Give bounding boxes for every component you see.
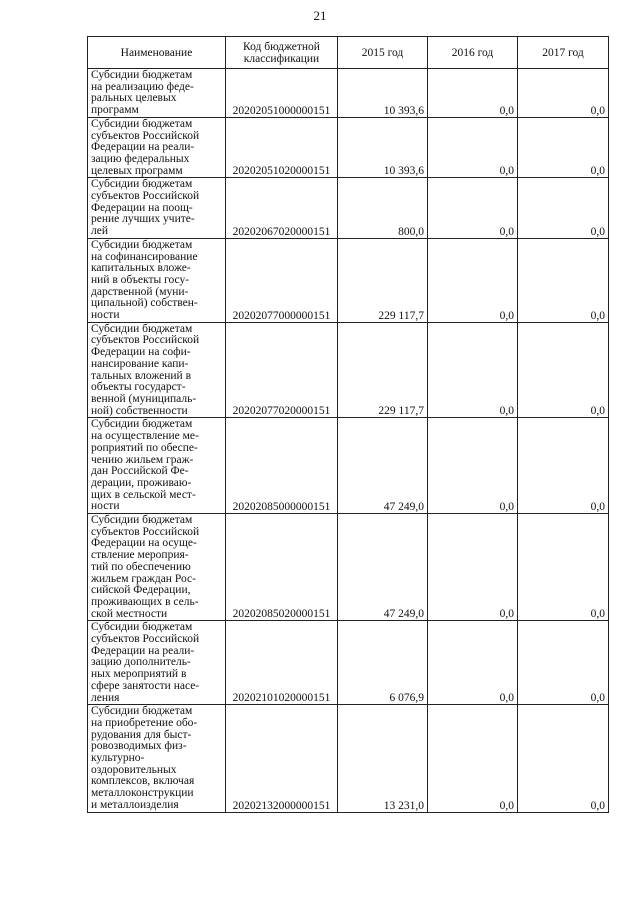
header-code <box>226 37 338 69</box>
row-value-2015: 800,0 <box>338 178 428 239</box>
row-name-line: венной (муниципаль- <box>91 392 197 405</box>
row-value-2015: 10 393,6 <box>338 69 428 118</box>
row-value-2017: 0,0 <box>518 117 609 178</box>
row-name-line: ствление мероприя- <box>91 549 189 562</box>
table-row <box>88 514 609 621</box>
header-code-line1: Код бюджетной <box>243 40 320 53</box>
row-name-line: комплексов, включая <box>91 775 195 788</box>
row-name <box>88 178 226 239</box>
row-value-2015: 47 249,0 <box>338 514 428 621</box>
row-code: 20202085020000151 <box>226 514 338 621</box>
row-name <box>88 69 226 118</box>
row-name-line: дерации, проживаю- <box>91 476 192 489</box>
row-value-2017: 0,0 <box>518 238 609 322</box>
row-value-2017: 0,0 <box>518 178 609 239</box>
header-name: Наименование <box>88 37 226 69</box>
row-name-line: на осуществление ме- <box>91 430 199 443</box>
row-name-line: Субсидии бюджетам <box>91 322 193 335</box>
row-name-line: на приобретение обо- <box>91 716 198 729</box>
row-value-2016: 0,0 <box>428 178 518 239</box>
row-value-2015: 6 076,9 <box>338 621 428 705</box>
header-2016: 2016 год <box>428 37 518 69</box>
row-name <box>88 705 226 812</box>
row-code: 20202085000000151 <box>226 418 338 514</box>
row-name-line: рудования для быст- <box>91 728 192 741</box>
row-name-line: на софинансирование <box>91 250 198 263</box>
row-value-2017: 0,0 <box>518 705 609 812</box>
row-name <box>88 418 226 514</box>
row-code: 20202077000000151 <box>226 238 338 322</box>
row-name <box>88 514 226 621</box>
row-value-2016: 0,0 <box>428 238 518 322</box>
row-name-line: тий по обеспечению <box>91 560 191 573</box>
row-name-line: зацию федеральных <box>91 152 190 165</box>
header-code-line2: классификации <box>243 52 320 65</box>
table-row <box>88 117 609 178</box>
row-name-line: ципальной) собствен- <box>91 297 198 310</box>
row-name-line: ний в объекты госу- <box>91 273 190 286</box>
row-name-line: ровозводимых физ- <box>91 740 187 753</box>
row-value-2015: 47 249,0 <box>338 418 428 514</box>
row-name-line: ности <box>91 309 120 322</box>
row-value-2016: 0,0 <box>428 322 518 418</box>
row-value-2016: 0,0 <box>428 514 518 621</box>
row-name-line: рение лучших учите- <box>91 213 195 226</box>
table-row <box>88 178 609 239</box>
row-name-line: Федерации на реали- <box>91 644 195 657</box>
budget-table <box>87 36 609 813</box>
row-name <box>88 621 226 705</box>
row-name-line: Субсидии бюджетам <box>91 418 193 431</box>
row-value-2017: 0,0 <box>518 514 609 621</box>
row-value-2017: 0,0 <box>518 418 609 514</box>
table-body <box>88 69 609 813</box>
row-name-line: и металлоизделия <box>91 798 179 811</box>
row-name-line: субъектов Российской <box>91 129 200 142</box>
row-name <box>88 117 226 178</box>
row-value-2017: 0,0 <box>518 69 609 118</box>
row-name-line: сфере занятости насе- <box>91 679 200 692</box>
row-name-line: дан Российской Фе- <box>91 465 189 478</box>
table-row <box>88 418 609 514</box>
row-name-line: Субсидии бюджетам <box>91 178 193 191</box>
row-name-line: субъектов Российской <box>91 525 200 538</box>
row-code: 20202101020000151 <box>226 621 338 705</box>
row-name-line: ральных целевых <box>91 92 177 105</box>
row-name-line: лей <box>91 225 108 238</box>
row-name-line: капитальных вложе- <box>91 262 191 275</box>
row-value-2017: 0,0 <box>518 322 609 418</box>
table-row <box>88 238 609 322</box>
table-row <box>88 322 609 418</box>
row-name-line: проживающих в сель- <box>91 595 199 608</box>
row-name-line: Субсидии бюджетам <box>91 705 193 718</box>
row-name <box>88 238 226 322</box>
row-name-line: ской местности <box>91 607 168 620</box>
row-name-line: Субсидии бюджетам <box>91 621 193 634</box>
row-name-line: дарственной (муни- <box>91 285 189 298</box>
row-name-line: программ <box>91 104 139 117</box>
row-name <box>88 322 226 418</box>
row-value-2015: 229 117,7 <box>338 322 428 418</box>
row-value-2015: 13 231,0 <box>338 705 428 812</box>
row-name-line: Федерации на реали- <box>91 141 195 154</box>
table-header-row <box>88 37 609 69</box>
row-name-line: тальных вложений в <box>91 369 192 382</box>
row-name-line: ных мероприятий в <box>91 668 187 681</box>
row-name-line: субъектов Российской <box>91 633 200 646</box>
row-name-line: нансирование капи- <box>91 357 189 370</box>
row-name-line: зацию дополнитель- <box>91 656 191 669</box>
row-value-2016: 0,0 <box>428 705 518 812</box>
table-row <box>88 705 609 812</box>
header-2017: 2017 год <box>518 37 609 69</box>
page-number: 21 <box>313 8 327 23</box>
table-row <box>88 69 609 118</box>
row-value-2015: 10 393,6 <box>338 117 428 178</box>
row-code: 20202077020000151 <box>226 322 338 418</box>
row-name-line: Федерации на поощ- <box>91 201 193 214</box>
row-name-line: сийской Федерации, <box>91 584 191 597</box>
row-name-line: ности <box>91 500 120 513</box>
row-code: 20202051000000151 <box>226 69 338 118</box>
row-name-line: Субсидии бюджетам <box>91 117 193 130</box>
row-value-2015: 229 117,7 <box>338 238 428 322</box>
row-name-line: чению жильем граж- <box>91 453 194 466</box>
row-name-line: Субсидии бюджетам <box>91 514 193 527</box>
row-code: 20202051020000151 <box>226 117 338 178</box>
row-value-2016: 0,0 <box>428 69 518 118</box>
row-name-line: роприятий по обеспе- <box>91 441 198 454</box>
table-row <box>88 621 609 705</box>
row-name-line: жильем граждан Рос- <box>91 572 196 585</box>
row-name-line: Субсидии бюджетам <box>91 69 193 81</box>
row-name-line: щих в сельской мест- <box>91 488 196 501</box>
row-name-line: на реализацию феде- <box>91 80 194 93</box>
header-2015: 2015 год <box>338 37 428 69</box>
row-value-2016: 0,0 <box>428 621 518 705</box>
row-name-line: оздоровительных <box>91 763 177 776</box>
row-code: 20202067020000151 <box>226 178 338 239</box>
row-name-line: Федерации на софи- <box>91 346 191 359</box>
row-value-2016: 0,0 <box>428 418 518 514</box>
row-name-line: объекты государст- <box>91 381 186 394</box>
row-name-line: субъектов Российской <box>91 334 200 347</box>
row-code: 20202132000000151 <box>226 705 338 812</box>
row-name-line: ной) собственности <box>91 404 188 417</box>
row-name-line: целевых программ <box>91 164 183 177</box>
row-name-line: субъектов Российской <box>91 190 200 203</box>
row-value-2016: 0,0 <box>428 117 518 178</box>
row-name-line: культурно- <box>91 752 145 765</box>
row-value-2017: 0,0 <box>518 621 609 705</box>
row-name-line: Субсидии бюджетам <box>91 238 193 251</box>
row-name-line: ления <box>91 691 120 704</box>
row-name-line: металлоконструкции <box>91 787 194 800</box>
row-name-line: Федерации на осуще- <box>91 537 197 550</box>
